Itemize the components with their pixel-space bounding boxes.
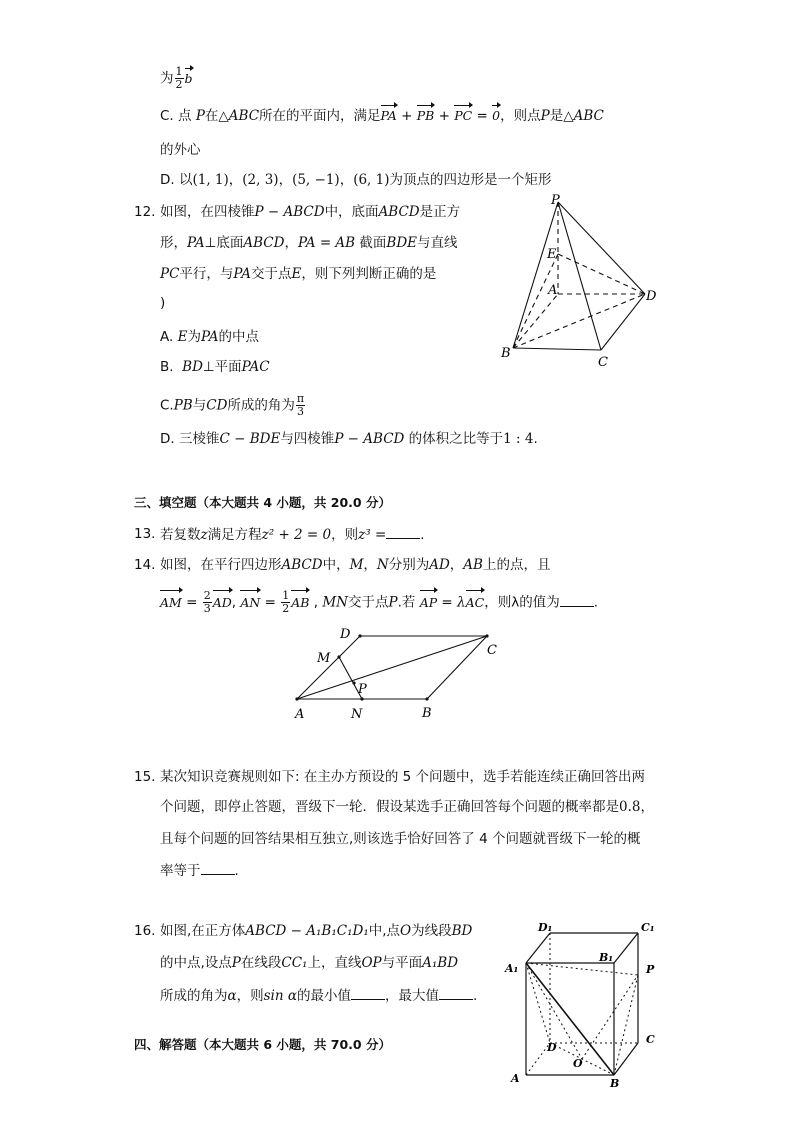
q12-pi-fraction: $\frac{\pi}{3}$ <box>296 392 305 418</box>
q15-line1: 某次知识竞赛规则如下: 在主办方预设的 5 个问题中，选手若能连续正确回答出两 <box>160 769 646 785</box>
label-A: A <box>548 283 558 298</box>
diagonal-AC <box>297 636 487 699</box>
q16-max-blank[interactable] <box>439 985 473 1000</box>
section-3-heading: 三、填空题（本大题共 4 小题，共 20.0 分） <box>134 495 391 510</box>
q16-number: 16. <box>134 923 156 939</box>
q12-number: 12. <box>134 204 156 220</box>
label-B: B <box>501 346 511 361</box>
q11-cont-text: 为 <box>160 70 174 87</box>
label-D: D <box>547 1041 557 1054</box>
q15-line4: 率等于 . <box>160 860 239 881</box>
q12-option-a: A. E为PA的中点 <box>160 329 260 345</box>
q12-line2: 形，PA⊥底面ABCD，PA = AB 截面BDE与直线 <box>160 235 458 251</box>
q11-option-c-line2: 的外心 <box>160 142 201 158</box>
label-A: A <box>295 707 305 722</box>
q15-number: 15. <box>134 769 156 785</box>
label-P: P <box>551 193 560 208</box>
q14-answer-blank[interactable] <box>560 592 594 607</box>
q12-line3: PC平行，与PA交于点E，则下列判断正确的是 <box>160 266 437 282</box>
label-E: E <box>547 247 557 262</box>
q11-option-c: C. 点 P在△ABC所在的平面内，满足PA + PB + PC = 0，则点P是△ABC <box>160 108 604 124</box>
edge-BE <box>513 254 558 348</box>
q15-answer-blank[interactable] <box>201 860 235 875</box>
q12-pyramid-figure <box>495 190 670 370</box>
edge-CD <box>601 294 645 350</box>
edge-BD <box>513 294 645 348</box>
q11-option-d: D. 以(1, 1)，(2, 3)，(5, −1)，(6, 1)为顶点的四边形是一个矩形 <box>160 172 552 188</box>
q13-number: 13. <box>134 526 156 542</box>
edge-AD <box>297 636 360 699</box>
label-C: C <box>487 643 497 658</box>
q11-cont-fraction: $\frac{1}{2}$ <box>175 65 183 91</box>
edge-ED <box>558 254 645 294</box>
q15-line2: 个问题，即停止答题，晋级下一轮．假设某选手正确回答每个问题的概率都是0.8， <box>160 799 654 815</box>
q12-option-d: D. 三棱锥C − BDE与四棱锥P − ABCD 的体积之比等于1 : 4. <box>160 431 538 447</box>
label-A: A <box>511 1072 520 1085</box>
label-C: C <box>598 355 608 370</box>
edge-BA <box>513 294 558 348</box>
q14-parallelogram-figure <box>285 620 510 725</box>
label-D1: D₁ <box>538 921 553 934</box>
q14-line2: AM = $\frac{2}{3}$ AD, AN = $\frac{1}{2}$ AB , MN交于点P.若 AP = λAC，则λ的值为 . <box>160 589 598 615</box>
label-N: N <box>351 707 363 722</box>
q16-line3: 所成的角为α，则sin α的最小值 ，最大值 . <box>160 985 477 1006</box>
q15-line3: 且每个问题的回答结果相互独立,则该选手恰好回答了 4 个问题就晋级下一轮的概 <box>160 831 641 847</box>
q16-line2: 的中点,设点P在线段CC₁上，直线OP与平面A₁BD <box>160 955 459 971</box>
label-C1: C₁ <box>641 921 655 934</box>
label-B1: B₁ <box>599 951 614 964</box>
label-B: B <box>422 706 432 721</box>
edge-PB <box>513 202 558 348</box>
q14-line1: 如图，在平行四边形ABCD中，M，N分别为AD，AB上的点，且 <box>160 557 551 573</box>
q16-min-blank[interactable] <box>351 985 385 1000</box>
q12-line1: 如图，在四棱锥P − ABCD中，底面ABCD是正方 <box>160 204 461 220</box>
section-4-heading: 四、解答题（本大题共 6 小题，共 70.0 分） <box>134 1037 391 1052</box>
label-P: P <box>358 682 367 697</box>
q12-line4: ) <box>160 295 166 311</box>
q11-continuation <box>160 66 193 91</box>
q16-line1: 如图,在正方体ABCD − A₁B₁C₁D₁中,点O为线段BD <box>160 923 473 939</box>
label-D: D <box>646 289 657 304</box>
label-B: B <box>610 1077 620 1090</box>
label-C: C <box>646 1033 655 1046</box>
label-O: O <box>573 1057 583 1070</box>
edge-BC <box>513 348 601 350</box>
q12-option-c: C.PB与CD所成的角为 $\frac{\pi}{3}$ <box>160 392 305 418</box>
q12-option-b: B. BD⊥平面PAC <box>160 359 270 375</box>
q16-cube-figure <box>500 915 670 1095</box>
label-D: D <box>340 627 351 642</box>
label-P: P <box>646 963 655 976</box>
q11-vector-b: b <box>185 69 193 89</box>
label-M: M <box>317 651 331 666</box>
q14-number: 14. <box>134 557 156 573</box>
label-A1: A₁ <box>505 962 519 975</box>
q13-answer-blank[interactable] <box>386 524 420 539</box>
q13-line: 若复数z满足方程z² + 2 = 0，则z³ = . <box>160 524 425 545</box>
